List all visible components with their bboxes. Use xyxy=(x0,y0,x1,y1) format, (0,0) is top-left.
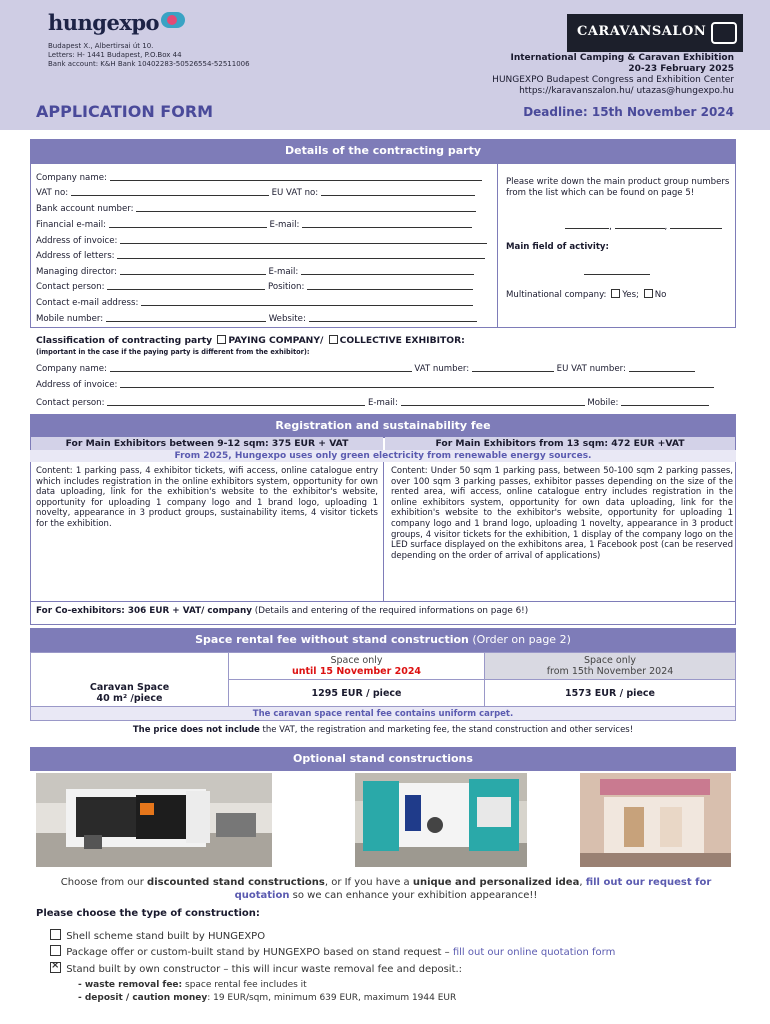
exhibition-info xyxy=(492,53,734,97)
paying-company-label: PAYING COMPANY/ xyxy=(228,335,324,346)
main-field-input[interactable] xyxy=(584,266,650,275)
paying-vat-input[interactable] xyxy=(472,363,554,372)
unique-idea: unique and personalized idea xyxy=(412,877,580,888)
large-exhibitor-content: Content: Under 50 sqm 1 parking pass, between 50-100 sqm 2 parking passes, over 100 sqm 3 parking passes, exhibitor passes depending on the size of the rented area, wifi access, online catalogue entry includes registration in the online exhibitors system, opportunity for own data uploading, link for the exhibition's website to the exhibitor's website, opportunity for uploading 1 company logo and 1 brand logo, uploading 1 novelty, appearance in 3 product groups, 4 visitor tickets for the exhibition, 1 display of the company logo on the LED surface displayed on the exhibitons area, 1 Facebook post (can be reserved depending on the order of arrival of applications) xyxy=(391,466,733,561)
space-only-label: Space only xyxy=(330,655,383,666)
waste-fee-line xyxy=(78,980,307,990)
choose-text: , or If you have a xyxy=(324,877,413,888)
yes-label: Yes; xyxy=(622,290,639,300)
green-energy-note: From 2025, Hungexpo uses only green electricity from renewable energy sources. xyxy=(30,450,736,462)
stand-photo-1 xyxy=(36,773,272,867)
director-email-input[interactable] xyxy=(301,266,474,275)
exhibition-dates: 20-23 February 2025 xyxy=(628,64,734,74)
invoice-address-field[interactable] xyxy=(36,235,487,246)
please-choose-label: Please choose the type of construction: xyxy=(36,908,260,919)
field-label: Contact person: xyxy=(36,398,105,408)
collective-exhibitor-checkbox[interactable] xyxy=(329,335,338,344)
stand-photo-3-image xyxy=(580,773,731,867)
choose-construction-text xyxy=(36,876,736,902)
stand-photo-1-image xyxy=(36,773,272,867)
quotation-form-link[interactable]: fill out our online quotation form xyxy=(452,947,616,958)
field-label: Mobile: xyxy=(587,398,619,408)
caravan-icon xyxy=(711,22,737,44)
website-input[interactable] xyxy=(309,313,477,322)
product-group-note: Please write down the main product group numbers from the list which can be found on page 5! xyxy=(506,177,730,198)
coexhibitor-note: (Details and entering of the required informations on page 6!) xyxy=(252,606,529,616)
field-label: VAT no: xyxy=(36,188,69,198)
paying-eu-vat-input[interactable] xyxy=(629,363,695,372)
main-field-label: Main field of activity: xyxy=(506,242,609,252)
field-label: Contact e-mail address: xyxy=(36,298,139,308)
discounted-constructions: discounted stand constructions xyxy=(147,877,325,888)
managing-director-field[interactable] xyxy=(36,266,474,277)
financial-email-field[interactable] xyxy=(36,219,472,230)
paying-invoice-input[interactable] xyxy=(120,379,714,388)
managing-director-input[interactable] xyxy=(120,266,266,275)
exhibition-name: International Camping & Caravan Exhibition xyxy=(510,53,734,63)
contact-person-input[interactable] xyxy=(107,281,265,290)
product-group-inputs[interactable]: , , xyxy=(506,222,730,233)
option-own-constructor[interactable] xyxy=(48,962,462,975)
choose-text: , xyxy=(579,877,586,888)
contact-email-input[interactable] xyxy=(141,297,473,306)
header-band xyxy=(0,0,770,130)
exhibition-contact[interactable]: https://karavanszalon.hu/ utazas@hungexpo.hu xyxy=(519,86,734,96)
paying-company-checkbox[interactable] xyxy=(217,335,226,344)
page-title: APPLICATION FORM xyxy=(36,102,214,121)
letters-address-input[interactable] xyxy=(117,250,485,259)
field-label: EU VAT number: xyxy=(556,364,626,374)
field-label: Contact person: xyxy=(36,282,105,292)
section-bar-optional-stands: Optional stand constructions xyxy=(30,747,736,771)
exhibition-venue: HUNGEXPO Budapest Congress and Exhibition Center xyxy=(492,75,734,85)
space-only-label: Space only xyxy=(583,655,637,666)
deposit-value: : 19 EUR/sqm, minimum 639 EUR, maximum 1944 EUR xyxy=(207,993,457,1003)
field-label: Company name: xyxy=(36,173,107,183)
own-constructor-label: Stand built by own constructor – this will incur waste removal fee and deposit.: xyxy=(66,964,463,975)
choose-text: Choose from our xyxy=(60,877,148,888)
space-rental-table xyxy=(30,652,736,739)
company-name-field[interactable] xyxy=(36,172,482,183)
classification-row xyxy=(36,335,465,346)
field-label: EU VAT no: xyxy=(271,188,319,198)
multinational-no-checkbox[interactable] xyxy=(644,289,653,298)
price-note-bold: The price does not include xyxy=(132,724,260,735)
late-price: 1573 EUR / piece xyxy=(485,680,736,707)
choose-text: so we can enhance your exhibition appearance!! xyxy=(289,890,538,901)
address-line: Letters: H- 1441 Budapest, P.O.Box 44 xyxy=(48,51,182,59)
coexhibitor-fee-label: For Co-exhibitors: 306 EUR + VAT/ company xyxy=(36,606,252,616)
main-exhibitor-large-header: For Main Exhibitors from 13 sqm: 472 EUR +VAT xyxy=(385,437,735,450)
classification-label: Classification of contracting party xyxy=(36,335,213,346)
vat-field[interactable] xyxy=(36,187,475,198)
field-label: Company name: xyxy=(36,364,107,374)
shell-scheme-checkbox[interactable] xyxy=(50,929,61,940)
option-package-offer[interactable] xyxy=(48,945,615,958)
price-exclusion-note xyxy=(31,721,736,739)
mobile-field[interactable] xyxy=(36,313,477,324)
paying-mobile-input[interactable] xyxy=(621,397,709,406)
letters-address-field[interactable] xyxy=(36,250,485,261)
field-label: Address of invoice: xyxy=(36,236,118,246)
carpet-note: The caravan space rental fee contains uniform carpet. xyxy=(31,707,736,721)
early-price-header xyxy=(229,653,485,680)
field-label: Financial e-mail: xyxy=(36,220,107,230)
contact-person-field[interactable] xyxy=(36,281,473,292)
contact-email-field[interactable] xyxy=(36,297,473,308)
eu-vat-input[interactable] xyxy=(321,187,475,196)
space-rental-title: Space rental fee without stand construction xyxy=(195,633,469,646)
waste-fee-value: space rental fee includes it xyxy=(182,980,307,990)
price-note-rest: the VAT, the registration and marketing fee, the stand construction and other services! xyxy=(259,724,634,735)
field-label: VAT number: xyxy=(414,364,470,374)
no-label: No xyxy=(654,290,667,300)
multinational-yes-checkbox[interactable] xyxy=(611,289,620,298)
waste-fee-label: - waste removal fee: xyxy=(78,980,183,990)
request-quotation-link[interactable]: fill out our request for quotation xyxy=(234,877,712,901)
mobile-input[interactable] xyxy=(106,313,266,322)
early-deadline: until 15 November 2024 xyxy=(291,666,422,677)
vat-input[interactable] xyxy=(71,187,269,196)
package-offer-label: Package offer or custom-built stand by HUNGEXPO based on stand request – xyxy=(66,947,453,958)
address-line: Bank account: K&H Bank 10402283-50526554-52511006 xyxy=(48,60,250,68)
empty-cell xyxy=(31,653,229,680)
field-label: E-mail: xyxy=(269,220,300,230)
financial-email-input[interactable] xyxy=(109,219,267,228)
field-label: Address of invoice: xyxy=(36,380,118,390)
paying-contact-field[interactable] xyxy=(36,397,709,408)
field-label: Position: xyxy=(268,282,305,292)
field-label: Bank account number: xyxy=(36,204,134,214)
paying-company-input[interactable] xyxy=(110,363,412,372)
email-input[interactable] xyxy=(302,219,472,228)
field-label: Website: xyxy=(268,314,306,324)
caravan-space-size: 40 m² /piece xyxy=(96,692,163,704)
space-rental-note: (Order on page 2) xyxy=(468,633,571,646)
small-exhibitor-content: Content: 1 parking pass, 4 exhibitor tickets, wifi access, online catalogue entry which includes registration in the online exhibitors system, opportunity for own data uploading, link for the exhibition's website to the exhibitor's website, opportunity for uploading 1 company logo and 1 brand logo, uploading 1 novelty, appearance in 3 product groups, sustainability items, 4 visitor tickets for the exhibition. xyxy=(36,466,378,529)
section-bar-space-rental xyxy=(30,628,736,652)
company-address xyxy=(48,42,250,69)
invoice-address-input[interactable] xyxy=(120,235,487,244)
deposit-line xyxy=(78,993,456,1003)
section-bar-registration: Registration and sustainability fee xyxy=(30,414,736,438)
field-label: Address of letters: xyxy=(36,251,115,261)
address-line: Budapest X., Albertirsai út 10. xyxy=(48,42,154,50)
paying-contact-input[interactable] xyxy=(107,397,365,406)
stand-photo-2 xyxy=(355,773,527,867)
package-offer-checkbox[interactable] xyxy=(50,945,61,956)
bank-account-field[interactable] xyxy=(36,203,476,214)
position-input[interactable] xyxy=(307,281,473,290)
main-exhibitor-small-header: For Main Exhibitors between 9-12 sqm: 375 EUR + VAT xyxy=(31,437,383,450)
field-label: Mobile number: xyxy=(36,314,104,324)
coexhibitor-divider xyxy=(30,601,736,602)
field-label: E-mail: xyxy=(268,267,299,277)
shell-scheme-label: Shell scheme stand built by HUNGEXPO xyxy=(66,931,266,942)
deposit-label: - deposit / caution money xyxy=(78,993,208,1003)
stand-photo-2-image xyxy=(355,773,527,867)
paying-invoice-field[interactable] xyxy=(36,379,714,390)
field-label: Managing director: xyxy=(36,267,117,277)
caravan-space-label xyxy=(31,680,229,707)
paying-email-input[interactable] xyxy=(401,397,585,406)
coexhibitor-fee xyxy=(36,606,528,616)
early-price: 1295 EUR / piece xyxy=(229,680,485,707)
company-name-input[interactable] xyxy=(110,172,482,181)
caravan-space-name: Caravan Space xyxy=(89,681,170,693)
hungexpo-logo-icon xyxy=(161,12,185,28)
paying-company-name-field[interactable] xyxy=(36,363,695,374)
classification-note: (important in the case if the paying party is different from the exhibitor): xyxy=(36,348,310,356)
own-constructor-checkbox[interactable] xyxy=(50,962,61,973)
hungexpo-logo: hungexpo xyxy=(48,10,185,35)
late-date: from 15th November 2024 xyxy=(546,666,674,677)
multinational-label: Multinational company: xyxy=(506,290,607,300)
multinational-field xyxy=(506,289,666,301)
section-bar-contracting: Details of the contracting party xyxy=(30,139,736,163)
field-label: E-mail: xyxy=(368,398,398,408)
option-shell-scheme[interactable] xyxy=(48,929,265,942)
registration-divider xyxy=(383,462,384,601)
late-price-header xyxy=(485,653,736,680)
stand-photo-3 xyxy=(580,773,731,867)
caravansalon-logo: CARAVANSALON xyxy=(567,14,743,52)
deadline: Deadline: 15th November 2024 xyxy=(523,105,734,119)
bank-account-input[interactable] xyxy=(136,203,476,212)
collective-exhibitor-label: COLLECTIVE EXHIBITOR: xyxy=(339,335,465,346)
